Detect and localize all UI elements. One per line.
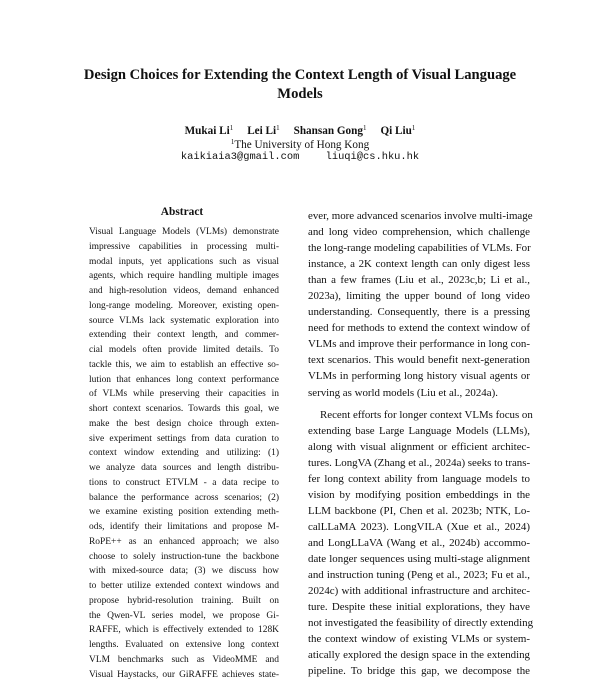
text-line: context window extending and utilizing: (1) [89,446,279,461]
text-line: lengths. Evaluated on extensive long context [89,638,279,653]
text-line: propose hybrid-resolution training. Built on [89,594,279,609]
text-line: VLMs in performing long history visual agents or [308,368,530,384]
text-line: text scenarios. This would benefit next-generation [308,352,530,368]
text-line: atically explored the design space in the extending [308,647,530,663]
text-line: with mixed-source data; (3) we discuss how [89,564,279,579]
text-line: the context window of existing VLMs or system- [308,631,530,647]
text-line: LLM backbone (PI, Chen et al. 2023b; NTK, Lo- [308,503,530,519]
text-line: Recent efforts for longer context VLMs focus on [308,407,530,423]
text-line: modal inputs, yet applications such as visual [89,255,279,270]
paragraph [308,208,530,401]
text-line: VLMs and improve their performance in long con- [308,336,530,352]
text-line: extending base Large Language Models (LLMs), [308,423,530,439]
text-line: and LongLLaVA (Wang et al., 2024b) accommo- [308,535,530,551]
text-line: the long-range modeling capabilities of VLMs. For [308,240,530,256]
text-line: balance the performance across scenarios; (2) [89,491,279,506]
text-line: VLM benchmarks such as VideoMME and [89,653,279,668]
text-line: 2023a), limiting the upper bound of long video [308,288,530,304]
text-line: long-range modeling. Moreover, existing open- [89,299,279,314]
email-address[interactable]: liuqi@cs.hku.hk [326,151,420,163]
text-line: short context scenarios. Towards this goal, we [89,402,279,417]
author-name-text: Qi Liu [380,125,411,137]
introduction-body [308,208,530,679]
text-line: Visual Language Models (VLMs) demonstrate [89,225,279,240]
text-line: cial models often provide limited details. To [89,343,279,358]
affiliation-name: The University of Hong Kong [234,139,369,151]
text-line: fer long context ability from language models to [308,471,530,487]
text-line: calLLaMA 2023). LongVILA (Xue et al., 2024) [308,519,530,535]
text-line: RAFFE, which is effectively extended to 128K [89,623,279,638]
author-name-text: Mukai Li [185,125,230,137]
text-line: sive experiment settings from data curation to [89,432,279,447]
text-line: agents, which require handling multiple images [89,269,279,284]
text-line: serving as world models (Liu et al., 2024a). [308,385,530,401]
text-line: date longer sequences using multi-stage alignment [308,551,530,567]
text-line: ods, identify their limitations and propose M- [89,520,279,535]
text-line: instance, a 2K context length can only digest less [308,256,530,272]
text-line: ever, more advanced scenarios involve multi-image [308,208,530,224]
abstract-heading: Abstract [86,205,278,219]
text-line: RoPE++ as an enhanced approach; we also [89,535,279,550]
text-line: 2024c) with additional infrastructure and architec- [308,583,530,599]
paper-title-line-1: Design Choices for Extending the Context Length of Visual Language [84,67,516,83]
text-line: along with visual alignment or efficient architec- [308,439,530,455]
paper-title-line-2: Models [277,86,322,102]
author-affiliation-marker: 1 [276,124,280,132]
text-line: vision by modifying position embeddings in the [308,487,530,503]
author-affiliation-marker: 1 [363,124,367,132]
text-line: not investigated the feasibility of directly extending [308,615,530,631]
abstract-body [89,225,279,682]
text-line: tions to construct ETVLM - a data recipe to [89,476,279,491]
text-line: Visual Haystacks, our GiRAFFE achieves state- [89,668,279,682]
text-line: need for methods to extend the context window of [308,320,530,336]
text-line: source VLMs lack systematic exploration into [89,314,279,329]
text-line: we examine existing position extending meth- [89,505,279,520]
email-address[interactable]: kaikiaia3@gmail.com [181,151,299,163]
text-line: tures. LongVA (Zhang et al., 2024a) seeks to trans- [308,455,530,471]
paper-title [60,66,540,104]
affiliation-marker: 1 [231,138,235,146]
text-line: understanding. Consequently, there is a pressing [308,304,530,320]
text-line: choose to solely instruction-tune the backbone [89,550,279,565]
text-line: make the best design choice through exten- [89,417,279,432]
text-line: the Qwen-VL series model, we propose Gi- [89,609,279,624]
text-line: we analyze data sources and length distribu- [89,461,279,476]
author-affiliation-marker: 1 [412,124,416,132]
text-line: pipeline. To bridge this gap, we decompose the [308,663,530,679]
author-name-text: Shansan Gong [294,125,363,137]
text-line: and long video comprehension, which challenge [308,224,530,240]
author-name-text: Lei Li [247,125,276,137]
author-affiliation-marker: 1 [230,124,234,132]
text-line: ture. Despite these initial explorations, they have [308,599,530,615]
text-line: of VLMs while preserving their capacities in [89,387,279,402]
text-line: and instruction tuning (Peng et al., 2023; Fu et al., [308,567,530,583]
text-line: impressive capabilities in processing multi- [89,240,279,255]
text-line: tackle this, we aim to establish an effective so- [89,358,279,373]
text-line: lution that enhances long context performance [89,373,279,388]
text-line: than a few frames (Liu et al., 2023c,b; Li et al., [308,272,530,288]
text-line: extending their context length, and commer- [89,328,279,343]
text-line: and high-resolution videos, demand enhanced [89,284,279,299]
author-emails [60,150,540,164]
paragraph [308,407,530,680]
text-line: to better utilize extended context windows and [89,579,279,594]
